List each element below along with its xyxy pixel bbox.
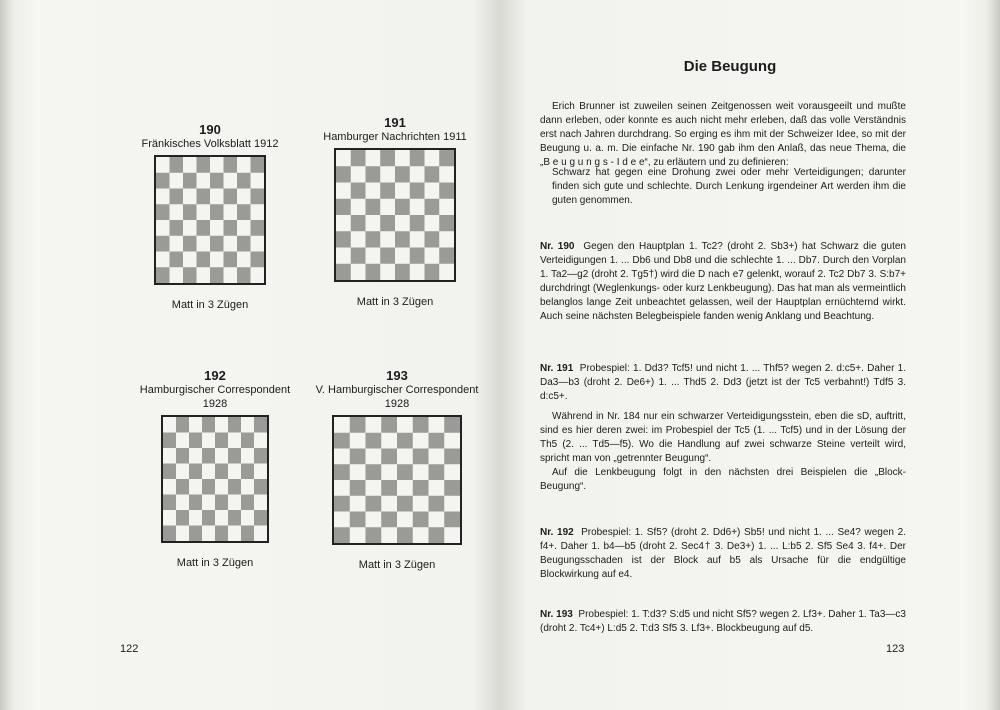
- dark-square: [350, 417, 366, 433]
- problem-caption: Matt in 3 Zügen: [356, 296, 434, 308]
- dark-square: [397, 496, 413, 512]
- dark-square: [156, 204, 170, 220]
- chessboard: [336, 150, 454, 280]
- dark-square: [366, 527, 382, 543]
- dark-square: [439, 183, 454, 199]
- dark-square: [197, 252, 211, 268]
- dark-square: [350, 512, 366, 528]
- intro-paragraph: Erich Brunner ist zuweilen seinen Zeitgenossen weit vorausgeeilt und mußte dann erleben, oder konnte es auch nicht mehr erleben, daß das volle Verständnis erst nach Jahren durchdrang. So erging es ihm mit der Schweizer Idee, so mit der Beugung u. a. m. Die einfache Nr. 190 gab ihm den Anlaß, das neue Thema, die „B e u g u n g s - I d e e“, zu erläutern und zu definieren:: [540, 101, 906, 168]
- dark-square: [189, 526, 202, 542]
- dark-square: [237, 173, 251, 189]
- dark-square: [237, 204, 251, 220]
- dark-square: [237, 236, 251, 252]
- dark-square: [350, 449, 366, 465]
- dark-square: [170, 157, 184, 173]
- dark-square: [351, 248, 366, 264]
- dark-square: [410, 248, 425, 264]
- dark-square: [163, 433, 176, 449]
- dark-square: [170, 252, 184, 268]
- dark-square: [183, 204, 197, 220]
- page-title: Die Beugung: [683, 58, 777, 75]
- dark-square: [380, 150, 395, 166]
- section-text: Probespiel: 1. Sf5? (droht 2. Dd6+) Sb5! und nicht 1. ... Se4? wegen 2. f4+. Daher 1. b4—b5 (droht 2. Sec4† 3. De3+) 1. ... L:b5 2. Sf5 Se4 3. f4+. Der Beugungsschaden ist der Block auf b5 als Ursache für die endgültige Blockwirkung auf e4.: [540, 527, 906, 580]
- dark-square: [425, 231, 440, 247]
- problem-caption: Matt in 3 Zügen: [358, 559, 436, 571]
- dark-square: [429, 433, 445, 449]
- dark-square: [163, 495, 176, 511]
- dark-square: [397, 527, 413, 543]
- problem-191: [320, 115, 470, 309]
- dark-square: [176, 479, 189, 495]
- dark-square: [210, 173, 224, 189]
- problem-caption: Matt in 3 Zügen: [171, 299, 249, 311]
- dark-square: [251, 157, 265, 173]
- dark-square: [381, 417, 397, 433]
- dark-square: [170, 220, 184, 236]
- chess-diagram: [154, 155, 266, 285]
- dark-square: [395, 199, 410, 215]
- section-text: Probespiel: 1. T:d3? S:d5 und nicht Sf5? wegen 2. Lf3+. Daher 1. Ta3—c3 (droht 2. Tc4+) L:d5 2. T:d3 Sf5 3. Lf3+. Blockbeugung auf d5.: [540, 609, 906, 634]
- dark-square: [425, 264, 440, 280]
- problem-source: Fränkisches Volksblatt 1912: [141, 138, 279, 150]
- dark-square: [156, 173, 170, 189]
- dark-square: [380, 248, 395, 264]
- dark-square: [395, 166, 410, 182]
- dark-square: [183, 236, 197, 252]
- dark-square: [439, 215, 454, 231]
- dark-square: [413, 480, 429, 496]
- dark-square: [429, 464, 445, 480]
- section-nr-192: [540, 526, 906, 582]
- dark-square: [429, 527, 445, 543]
- dark-square: [425, 199, 440, 215]
- dark-square: [224, 189, 238, 205]
- section-text: Gegen den Hauptplan 1. Tc2? (droht 2. Sb3+) hat Schwarz die guten Verteidigungen 1. ... Db6 und Db8 und die schlechte 1. ... Db7. Durch den Vorplan 1. Ta2—g2 (droht 2. Tg5†) wird die D nach e7 gelenkt, worauf 2. Tc2 Db7 3. S:b7+ durchdringt (Weglenkungs- oder kurz Lenkbeugung). Das hat man als vermeintlich belanglos lange Zeit unbeachtet gelassen, weil der Hauptplan ernüchternd wirkt. Auch seine nächsten Belegbeispiele fanden wenig Anklang und Beachtung.: [540, 241, 906, 322]
- dark-square: [366, 264, 381, 280]
- dark-square: [381, 449, 397, 465]
- dark-square: [350, 480, 366, 496]
- problem-caption: Matt in 3 Zügen: [176, 557, 254, 569]
- dark-square: [397, 433, 413, 449]
- dark-square: [334, 433, 350, 449]
- dark-square: [334, 527, 350, 543]
- dark-square: [224, 157, 238, 173]
- problem-number: 191: [384, 115, 406, 130]
- dark-square: [334, 496, 350, 512]
- dark-square: [156, 267, 170, 283]
- section-label: Nr. 191: [540, 363, 574, 374]
- section-nr-191-paragraph-2: Während in Nr. 184 nur ein schwarzer Verteidigungsstein, eben die sD, auftritt, sind es hier deren zwei: im Probespiel der Tc5 (1. ... Tcf5) und in der Lösung der Th5 (2. ... Td5—f5). Wo die Handlung auf zwei schwarze Steine verteilt wird, spricht man von „getrennter Beugung“.: [540, 411, 906, 464]
- dark-square: [336, 264, 351, 280]
- dark-square: [189, 433, 202, 449]
- dark-square: [189, 464, 202, 480]
- section-nr-191-paragraph-3: Auf die Lenkbeugung folgt in den nächsten drei Beispielen die „Block-Beugung“.: [540, 467, 906, 492]
- dark-square: [410, 183, 425, 199]
- dark-square: [429, 496, 445, 512]
- dark-square: [197, 189, 211, 205]
- dark-square: [176, 510, 189, 526]
- dark-square: [334, 464, 350, 480]
- dark-square: [241, 464, 254, 480]
- dark-square: [210, 204, 224, 220]
- dark-square: [397, 464, 413, 480]
- dark-square: [202, 417, 215, 433]
- page-stack-left: [0, 0, 40, 710]
- section-label: Nr. 193: [540, 609, 573, 620]
- dark-square: [254, 417, 267, 433]
- dark-square: [380, 215, 395, 231]
- dark-square: [336, 231, 351, 247]
- dark-square: [336, 166, 351, 182]
- dark-square: [254, 479, 267, 495]
- right-page: [500, 0, 960, 710]
- dark-square: [395, 264, 410, 280]
- dark-square: [202, 448, 215, 464]
- dark-square: [228, 417, 241, 433]
- chess-diagram: [334, 148, 456, 282]
- dark-square: [444, 512, 460, 528]
- dark-square: [241, 495, 254, 511]
- dark-square: [251, 220, 265, 236]
- section-text: Probespiel: 1. Dd3? Tcf5! und nicht 1. ... Thf5? wegen 2. d:c5+. Daher 1. Da3—b3 (droht 2. De6+) 1. ... Thd5 2. Dd3 (jetzt ist der Tc5 verbahnt!) Tdf5 3. d:c5+.: [540, 363, 906, 402]
- left-page: [40, 0, 500, 710]
- dark-square: [224, 252, 238, 268]
- dark-square: [444, 480, 460, 496]
- dark-square: [366, 464, 382, 480]
- dark-square: [241, 526, 254, 542]
- dark-square: [228, 448, 241, 464]
- problem-source: Hamburgischer Correspondent 1928: [139, 384, 291, 410]
- dark-square: [366, 166, 381, 182]
- page-stack-right: [960, 0, 1000, 710]
- dark-square: [224, 220, 238, 236]
- dark-square: [183, 173, 197, 189]
- dark-square: [366, 231, 381, 247]
- dark-square: [228, 479, 241, 495]
- dark-square: [210, 267, 224, 283]
- problem-source: V. Hamburgischer Correspondent 1928: [315, 384, 479, 410]
- dark-square: [254, 448, 267, 464]
- page-number-left: 122: [120, 643, 139, 655]
- dark-square: [380, 183, 395, 199]
- chess-diagram: [332, 415, 462, 545]
- dark-square: [395, 231, 410, 247]
- dark-square: [254, 510, 267, 526]
- chessboard: [334, 417, 460, 543]
- dark-square: [183, 267, 197, 283]
- section-nr-193: [540, 608, 906, 636]
- dark-square: [413, 417, 429, 433]
- dark-square: [410, 150, 425, 166]
- dark-square: [351, 183, 366, 199]
- problem-number: 192: [204, 368, 226, 383]
- dark-square: [170, 189, 184, 205]
- dark-square: [381, 512, 397, 528]
- dark-square: [413, 512, 429, 528]
- dark-square: [176, 417, 189, 433]
- section-label: Nr. 190: [540, 241, 575, 252]
- page-number-right: 123: [886, 643, 905, 655]
- dark-square: [444, 449, 460, 465]
- definition-paragraph: Schwarz hat gegen eine Drohung zwei oder mehr Verteidigungen; darunter finden sich gute und schlechte. Durch Lenkung irgendeiner Art werden ihm die guten genommen.: [552, 167, 906, 206]
- dark-square: [215, 433, 228, 449]
- dark-square: [189, 495, 202, 511]
- dark-square: [228, 510, 241, 526]
- dark-square: [202, 479, 215, 495]
- dark-square: [210, 236, 224, 252]
- dark-square: [237, 267, 251, 283]
- dark-square: [215, 526, 228, 542]
- section-label: Nr. 192: [540, 527, 574, 538]
- dark-square: [366, 199, 381, 215]
- dark-square: [444, 417, 460, 433]
- dark-square: [251, 189, 265, 205]
- problem-number: 193: [386, 368, 408, 383]
- dark-square: [381, 480, 397, 496]
- dark-square: [413, 449, 429, 465]
- dark-square: [197, 220, 211, 236]
- dark-square: [410, 215, 425, 231]
- dark-square: [251, 252, 265, 268]
- dark-square: [241, 433, 254, 449]
- dark-square: [163, 464, 176, 480]
- dark-square: [351, 215, 366, 231]
- dark-square: [366, 496, 382, 512]
- chess-diagram: [161, 415, 269, 543]
- dark-square: [163, 526, 176, 542]
- dark-square: [202, 510, 215, 526]
- dark-square: [197, 157, 211, 173]
- dark-square: [156, 236, 170, 252]
- dark-square: [215, 495, 228, 511]
- problem-190: [140, 122, 280, 312]
- chessboard: [163, 417, 267, 541]
- problem-192: [130, 368, 300, 570]
- dark-square: [366, 433, 382, 449]
- chessboard: [156, 157, 264, 283]
- dark-square: [425, 166, 440, 182]
- dark-square: [215, 464, 228, 480]
- section-nr-191: [540, 362, 906, 404]
- dark-square: [336, 199, 351, 215]
- problem-source: Hamburger Nachrichten 1911: [323, 131, 467, 143]
- problem-193: [302, 368, 492, 572]
- problem-number: 190: [199, 122, 221, 137]
- dark-square: [439, 150, 454, 166]
- dark-square: [439, 248, 454, 264]
- dark-square: [176, 448, 189, 464]
- section-nr-190: [540, 240, 906, 324]
- dark-square: [351, 150, 366, 166]
